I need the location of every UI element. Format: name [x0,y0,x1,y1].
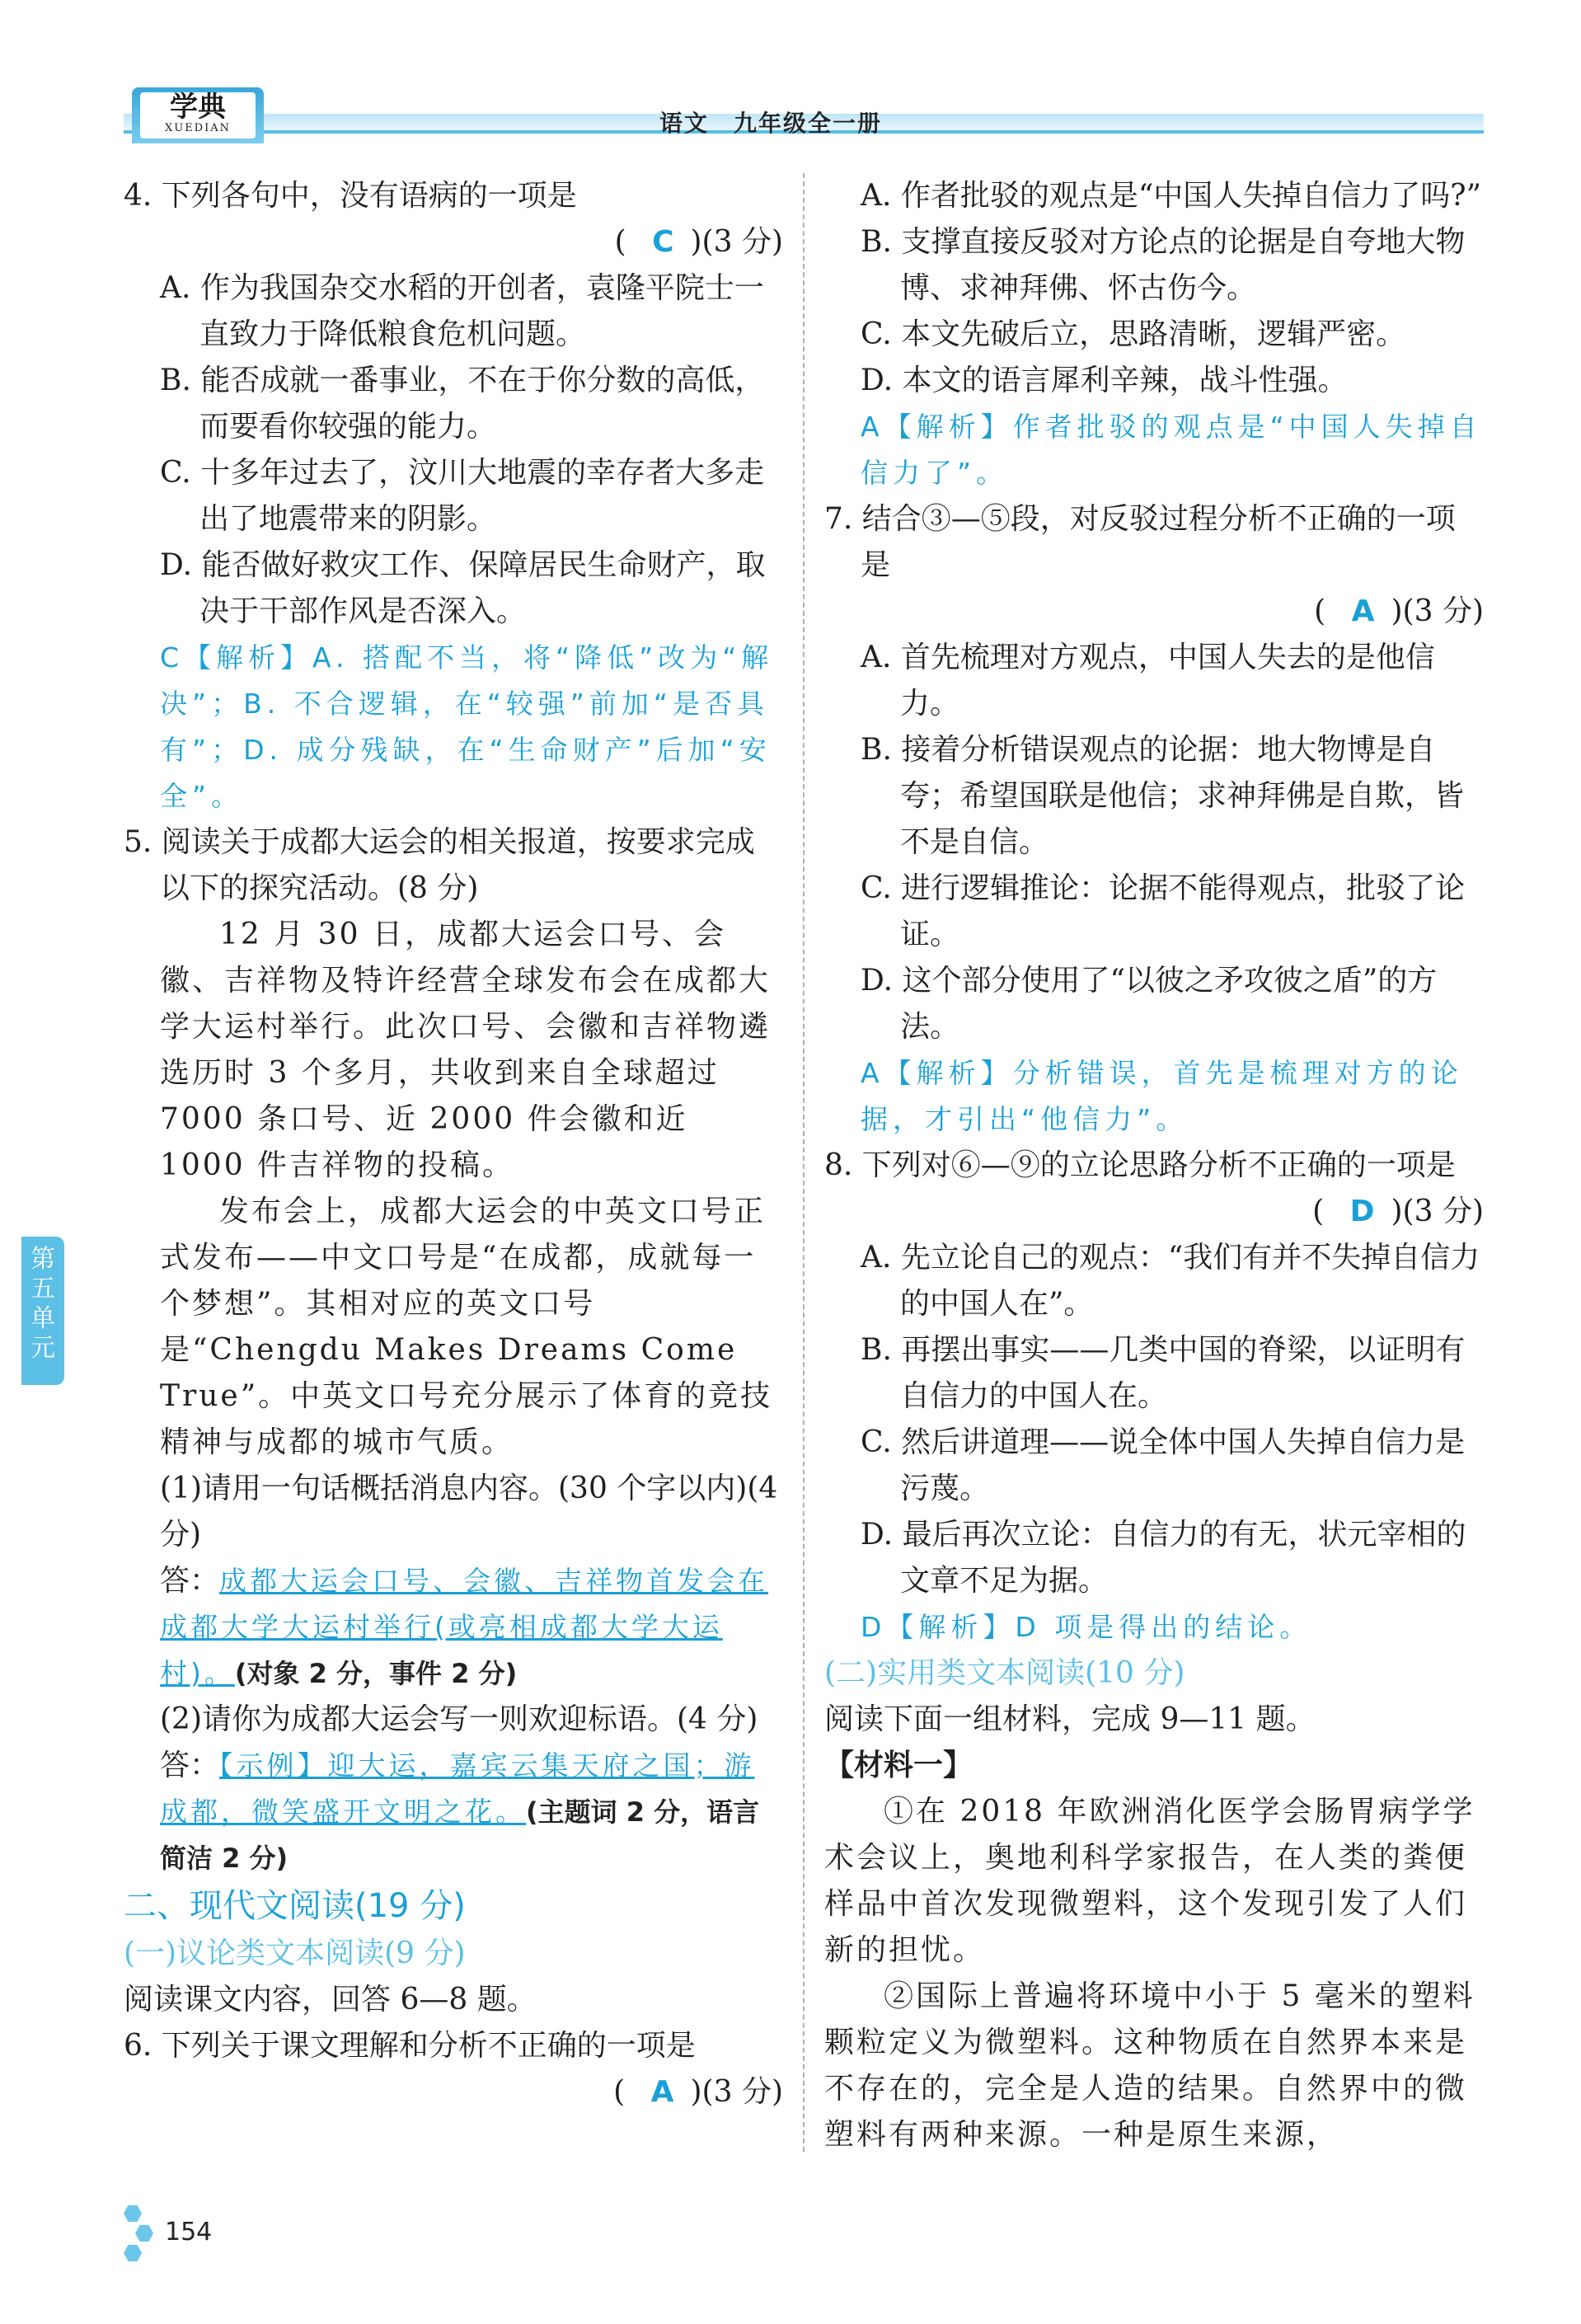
points: )(3 分) [1391,1195,1484,1228]
section-heading: 二、现代文阅读(19 分) [124,1887,466,1925]
question-4-stem: 4. 下列各句中，没有语病的一项是 [124,179,577,213]
explanation: A【解析】分析错误，首先是梳理对方的论据，才引出“他信力”。 [861,1057,1463,1135]
explanation: A【解析】作者批驳的观点是“中国人失掉自信力了”。 [861,411,1482,489]
sub-question: (2)请你为成都大运会写一则欢迎标语。(4 分) [160,1702,758,1736]
handwritten-answer: 【示例】迎大运，嘉宾云集天府之国；游成都，微笑盛开文明之花。 [160,1749,755,1828]
handwritten-answer: 成都大运会口号、会徽、吉祥物首发会在成都大学大运村举行(或亮相成都大学大运村)。 [160,1565,769,1689]
answer-badge: D [1349,1195,1375,1228]
answer-badge: A [650,2075,674,2109]
book-title: 语文 九年级全一册 [659,110,883,137]
option: B. 再摆出事实——几类中国的脊梁，以证明有自信力的中国人在。 [861,1333,1466,1413]
option: C. 然后讲道理——说全体中国人失掉自信力是污蔑。 [861,1425,1466,1505]
question-4-answer-line: ( C )(3 分) [614,225,783,259]
passage-paragraph: 发布会上，成都大运会的中英文口号正式发布——中文口号是“在成都，成就每一个梦想”。其相对应的英文口号是“Chengdu Makes Dreams Come True”。中英文口号充分展示了体育的竞技精神与成都的城市气质。 [160,1195,773,1459]
column-divider [803,173,805,2152]
logo-subtext: XUEDIAN [164,122,232,134]
question-6-answer-line: ( A )(3 分) [613,2075,783,2109]
option: A. 先立论自己的观点：“我们有并不失掉自信力的中国人在”。 [861,1241,1480,1321]
question-8-answer-line: ( D )(3 分) [1312,1195,1484,1228]
option: C. 本文先破后立，思路清晰，逻辑严密。 [861,317,1406,351]
option: D. 最后再次立论：自信力的有无，状元宰相的文章不足为据。 [861,1518,1466,1598]
option: D. 能否做好救灾工作、保障居民生命财产，取决于干部作风是否深入。 [160,548,766,628]
explanation: D【解析】D 项是得出的结论。 [861,1611,1312,1643]
unit-side-tab: 第五单元 [21,1237,64,1385]
option: A. 首先梳理对方观点，中国人失去的是他信力。 [861,641,1435,721]
left-column [124,173,783,2115]
subsection-heading: (二)实用类文本阅读(10 分) [824,1656,1185,1690]
passage-paragraph: 12 月 30 日，成都大运会口号、会徽、吉祥物及特许经营全球发布会在成都大学大运村举行。此次口号、会徽和吉祥物遴选历时 3 个多月，共收到来自全球超过 7000 条口号、近 2000 件会徽和近 1000 件吉祥物的投稿。 [160,918,772,1182]
material-paragraph: ②国际上普遍将环境中小于 5 毫米的塑料颗粒定义为微塑料。这种物质在自然界本来是不存在的，完全是人造的结果。自然界中的微塑料有两种来源。一种是原生来源， [824,1979,1475,2152]
option: B. 支撑直接反驳对方论点的论据是自夸地大物博、求神拜佛、怀古伤今。 [861,225,1466,305]
explanation: C【解析】A. 搭配不当，将“降低”改为“解决”；B. 不合逻辑，在“较强”前加“是否具有”；D. 成分残缺，在“生命财产”后加“安全”。 [160,641,774,812]
logo-text: 学典 [170,91,226,124]
answer-badge: A [1351,594,1375,628]
points: )(3 分) [1391,594,1484,628]
question-7-answer-line: ( A )(3 分) [1314,594,1484,628]
answer-2 [124,1743,783,1881]
points: )(3 分) [690,225,783,259]
material-paragraph: ①在 2018 年欧洲消化医学会肠胃病学学术会议上，奥地利科学家报告，在人类的粪便样品中首次发现微塑料，这个发现引发了人们新的担忧。 [824,1795,1475,1967]
option: A. 作者批驳的观点是“中国人失掉自信力了吗?” [861,179,1481,213]
subsection-heading: (一)议论类文本阅读(9 分) [124,1937,466,1970]
question-5-stem: 5. 阅读关于成都大运会的相关报道，按要求完成以下的探究活动。(8 分) [124,825,755,905]
sub-question: (1)请用一句话概括消息内容。(30 个字以内)(4 分) [160,1472,778,1552]
brand-logo [132,87,264,143]
question-8-stem: 8. 下列对⑥—⑨的立论思路分析不正确的一项是 [824,1148,1456,1182]
right-column [824,173,1484,2158]
option: A. 作为我国杂交水稻的开创者，袁隆平院士一直致力于降低粮食危机问题。 [160,271,764,351]
score-note: (主题词 2 分，语言简洁 2 分) [160,1796,760,1874]
option: B. 接着分析错误观点的论据：地大物博是自夸；希望国联是他信；求神拜佛是自欺，皆不是自信。 [861,733,1465,859]
instruction: 阅读下面一组材料，完成 9—11 题。 [824,1702,1316,1736]
answer-1 [124,1558,783,1697]
option: C. 进行逻辑推论：论据不能得观点，批驳了论证。 [861,871,1466,951]
question-7-stem: 7. 结合③—⑤段，对反驳过程分析不正确的一项是 [824,502,1456,582]
page-number-decoration [124,2205,165,2271]
points: )(3 分) [690,2075,783,2109]
option: C. 十多年过去了，汶川大地震的幸存者大多走出了地震带来的阴影。 [160,456,765,536]
material-title: 【材料一】 [824,1749,973,1782]
answer-prefix: 答： [160,1564,220,1598]
option: B. 能否成就一番事业，不在于你分数的高低，而要看你较强的能力。 [160,364,765,444]
answer-badge: C [652,225,674,259]
question-6-stem: 6. 下列关于课文理解和分析不正确的一项是 [124,2029,696,2063]
page-number: 154 [165,2218,213,2247]
score-note: (对象 2 分，事件 2 分) [234,1658,518,1689]
instruction: 阅读课文内容，回答 6—8 题。 [124,1983,537,2016]
answer-prefix: 答： [160,1749,220,1782]
option: D. 这个部分使用了“以彼之矛攻彼之盾”的方法。 [861,964,1438,1044]
option: D. 本文的语言犀利辛辣，战斗性强。 [861,364,1348,397]
